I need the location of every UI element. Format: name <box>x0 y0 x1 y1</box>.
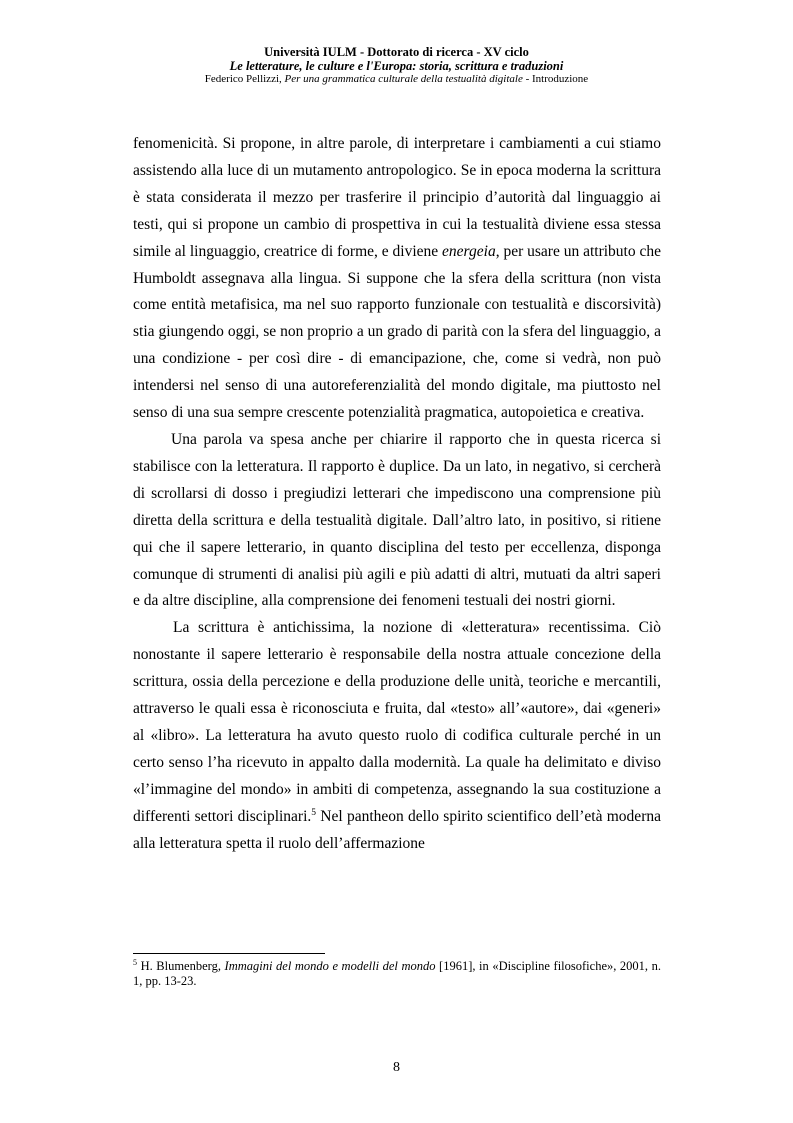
header-author: Federico Pellizzi, <box>204 73 285 85</box>
page-number: 8 <box>393 1060 400 1075</box>
footnote-cited-title: Immagini del mondo e modelli del mondo <box>224 959 436 973</box>
paragraph-3: La scrittura è antichissima, la nozione di «letteratura» recentissima. Ciò nonostante il sapere letterario è responsabile della nostra attuale concezione della scrittura, ossia della percezione e della produzione delle unità, teoriche e mercantili, attraverso le quali essa è riconosciuta e fruita, dal «testo» all’«autore», dai «generi» al «libro». La letteratura ha avuto questo ruolo di codifica culturale perché in un certo senso l’ha ricevuto in appalto dalla modernità. La quale ha delimitato e diviso «l’immagine del mondo» in ambiti di competenza, assegnando la sua costituzione a differenti settori disciplinari.$^5$ Nel pantheon dello spirito scientifico dell’età moderna alla letteratura spetta il ruolo dell’affermazione <box>133 619 661 852</box>
footnote-reference[interactable]: 5 <box>311 807 317 818</box>
header-institution: Università IULM - Dottorato di ricerca - XV ciclo <box>264 45 529 59</box>
header-section: - Introduzione <box>522 73 589 85</box>
footnote: $^5$ H. Blumenberg, Immagini del mondo e modelli del mondo [1961], in «Discipline filosofiche», 2001, n. 1, pp. 13-23. <box>133 958 661 988</box>
header-work-title: Per una grammatica culturale della testualità digitale <box>284 73 523 85</box>
paragraph-1: fenomenicità. Si propone, in altre parole, di interpretare i cambiamenti a cui stiamo assistendo alla luce di un mutamento antropologico. Se in epoca moderna la scrittura è stata considerata il mezzo per trasferire il principio d’autorità dal linguaggio ai testi, qui si propone un cambio di prospettiva in cui la testualità diviene essa stessa simile al linguaggio, creatrice di forme, e diviene energeia, per usare un attributo che Humboldt assegnava alla lingua. Si suppone che la sfera della scrittura (non vista come entità metafisica, ma nel suo rapporto funzionale con testualità e discorsività) stia giungendo oggi, se non proprio a un grado di parità con la sfera del linguaggio, a una condizione - per così dire - di emancipazione, che, come si vedrà, non può intendersi nel senso di una autoreferenzialità del mondo digitale, ma piuttosto nel senso di una sua sempre crescente potenzialità pragmatica, autopoietica e creativa. <box>133 135 661 422</box>
main-text <box>133 131 661 857</box>
running-header <box>0 46 793 87</box>
emphasis-energeia: energeia <box>442 242 496 260</box>
footnote-separator <box>133 953 325 954</box>
footnote-number: 5 <box>133 958 137 967</box>
header-author-title <box>0 73 793 87</box>
paragraph-2: Una parola va spesa anche per chiarire il rapporto che in questa ricerca si stabilisce con la letteratura. Il rapporto è duplice. Da un lato, in negativo, si cercherà di scrollarsi di dosso i pregiudizi letterari che impediscono una comprensione più diretta della scrittura e della testualità digitale. Dall’altro lato, in positivo, si ritiene qui che il sapere letterario, in quanto disciplina del testo per eccellenza, disponga comunque di strumenti di analisi più agili e più adatti di altri, mutuati da altri saperi e da altre discipline, alla comprensione dei fenomeni testuali dei nostri giorni. <box>133 430 661 610</box>
header-program: Le letterature, le culture e l'Europa: storia, scrittura e traduzioni <box>229 58 564 73</box>
